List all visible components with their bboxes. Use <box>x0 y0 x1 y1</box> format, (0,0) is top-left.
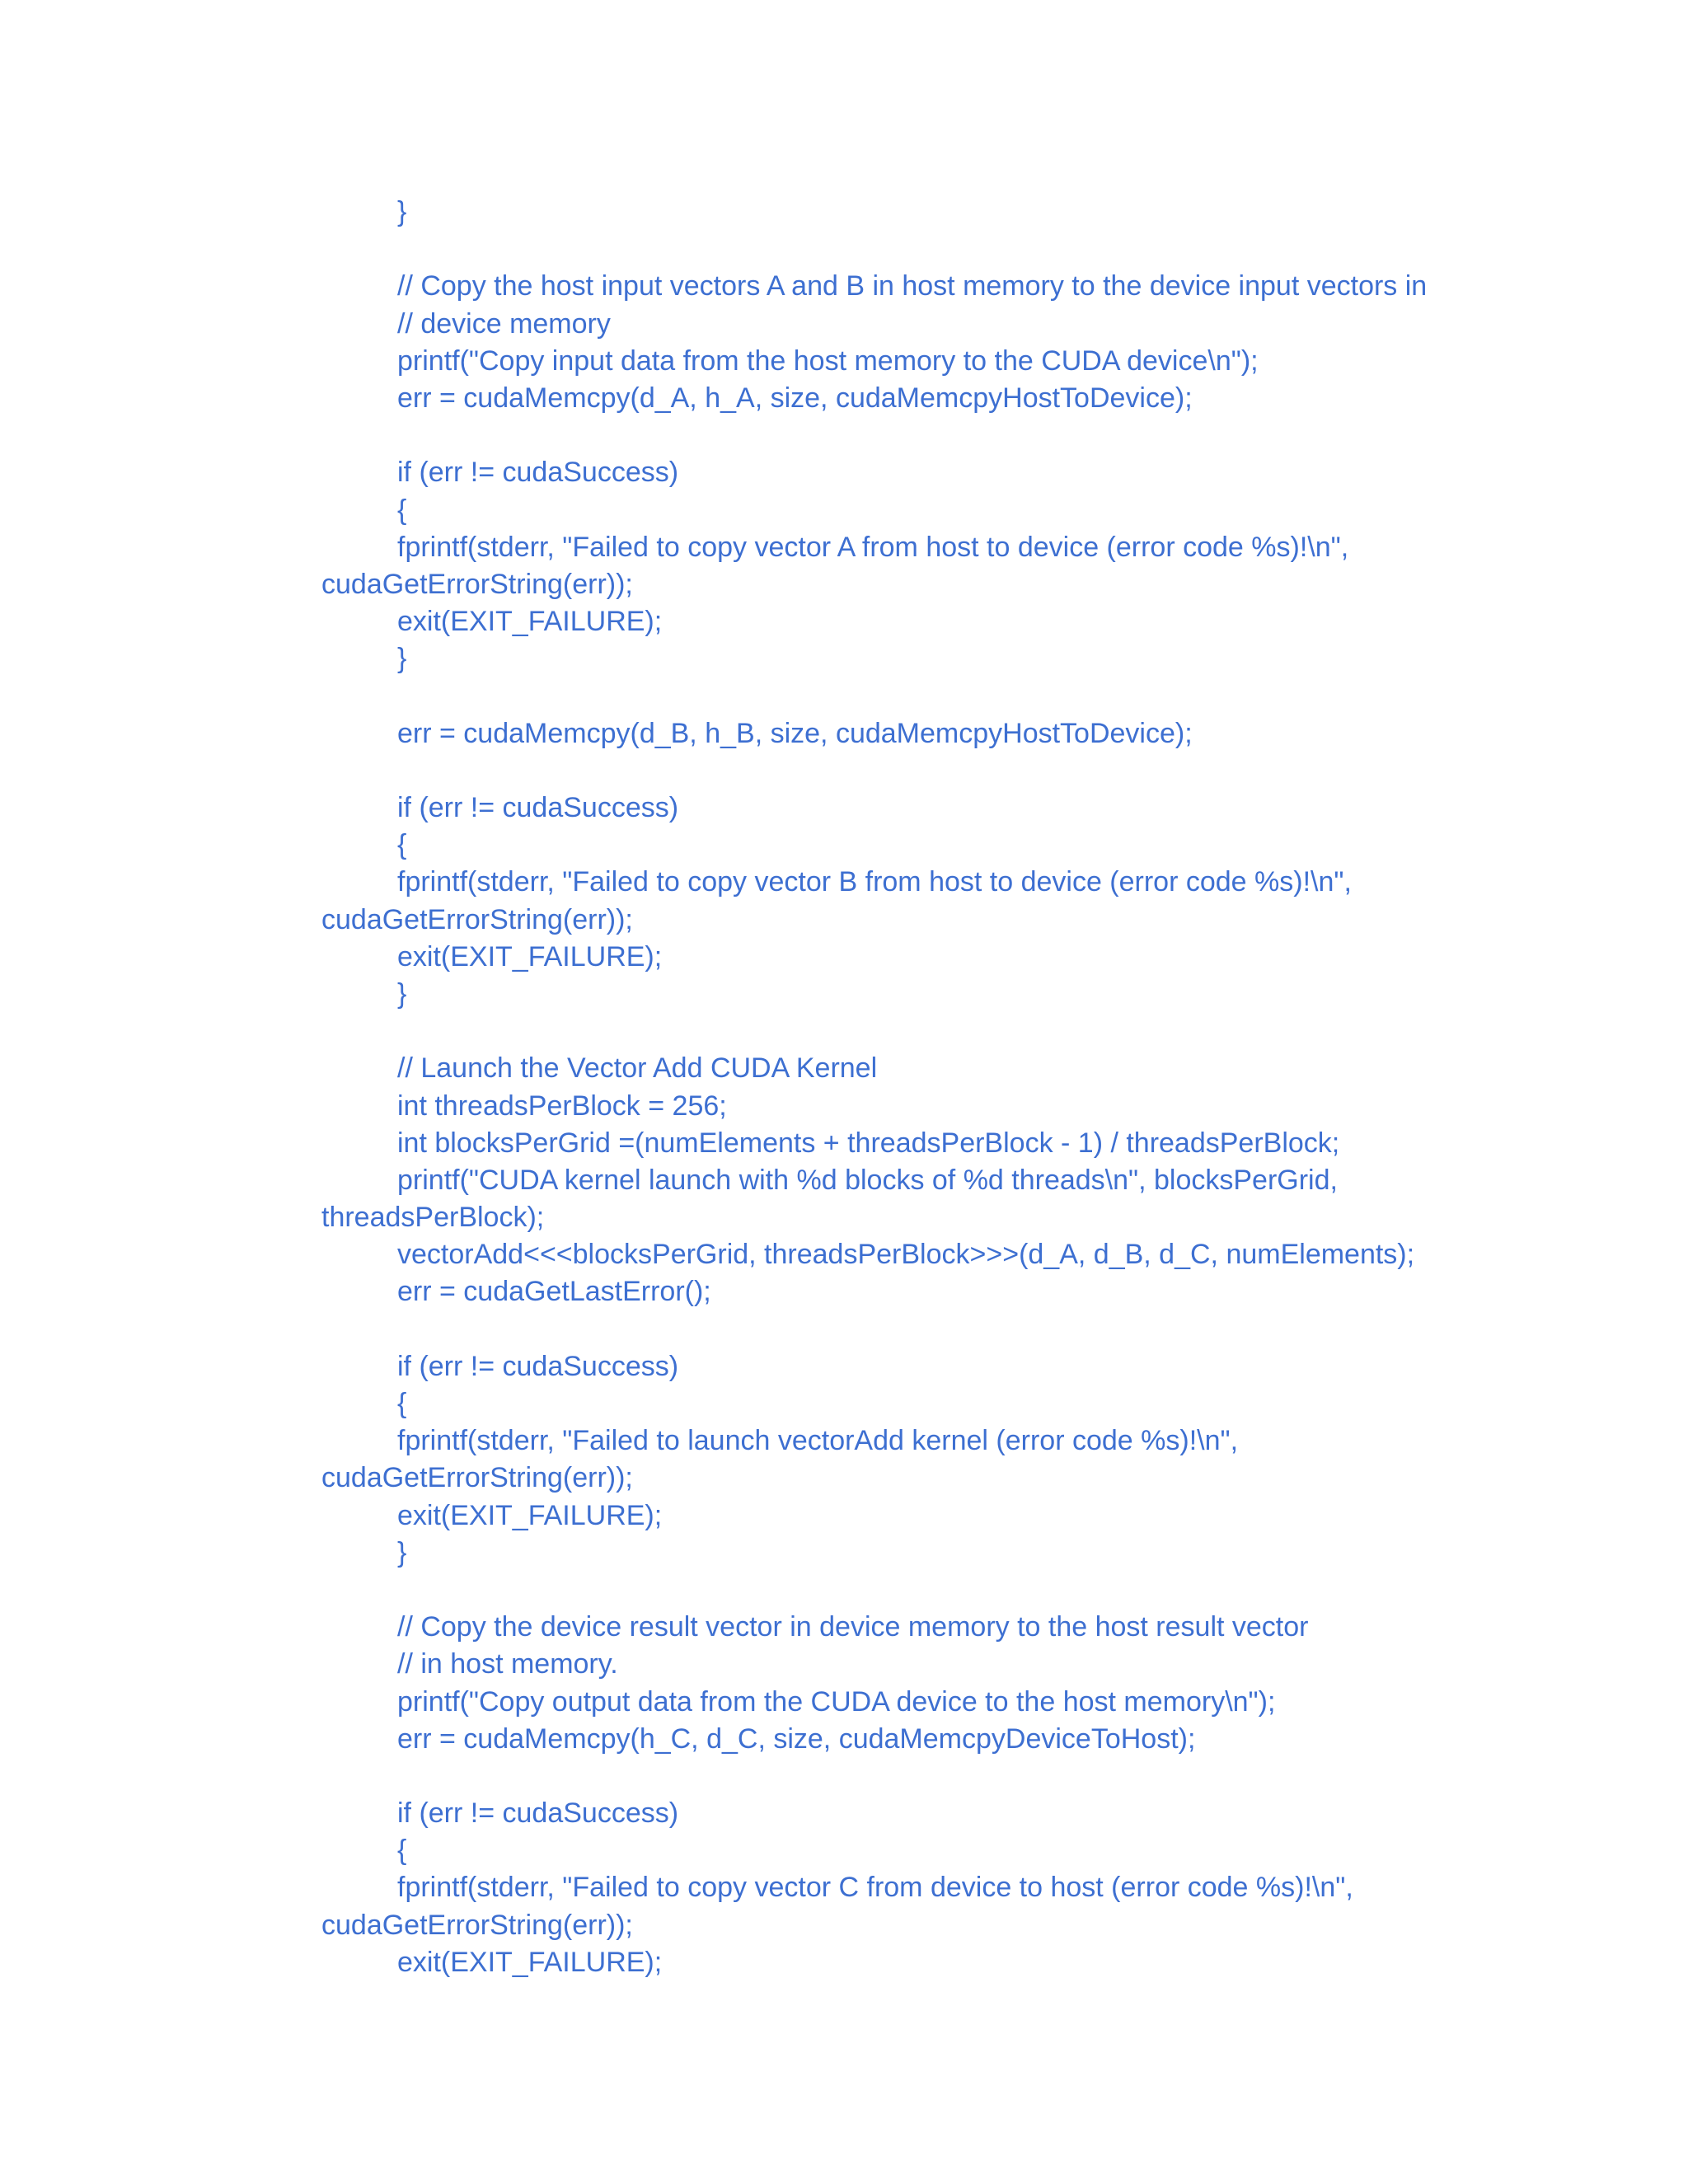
code-line: } <box>397 1536 407 1568</box>
code-line: exit(EXIT_FAILURE); <box>397 940 663 972</box>
code-line: fprintf(stderr, "Failed to copy vector C from device to host (error code %s)!\n", <box>397 1872 1353 1904</box>
code-line: // Launch the Vector Add CUDA Kernel <box>397 1052 878 1085</box>
code-line: printf("Copy input data from the host memory to the CUDA device\n"); <box>397 344 1259 377</box>
blank-line <box>321 231 1475 268</box>
blank-line <box>321 677 1475 715</box>
code-line: // Copy the device result vector in device memory to the host result vector <box>397 1611 1309 1643</box>
code-line: int blocksPerGrid =(numElements + threadsPerBlock - 1) / threadsPerBlock; <box>397 1127 1340 1159</box>
code-line: cudaGetErrorString(err)); <box>321 1462 633 1494</box>
code-line: printf("Copy output data from the CUDA device to the host memory\n"); <box>397 1685 1276 1718</box>
blank-line <box>321 1758 1475 1795</box>
blank-line <box>321 417 1475 454</box>
code-line: } <box>397 977 407 1010</box>
code-line: printf("CUDA kernel launch with %d blocks of %d threads\n", blocksPerGrid, <box>397 1164 1338 1196</box>
code-line: cudaGetErrorString(err)); <box>321 568 633 600</box>
code-line: int threadsPerBlock = 256; <box>397 1090 727 1122</box>
code-line: // in host memory. <box>397 1648 618 1680</box>
code-line: cudaGetErrorString(err)); <box>321 903 633 935</box>
code-line: vectorAdd<<<blocksPerGrid, threadsPerBlock>>>(d_A, d_B, d_C, numElements); <box>397 1239 1415 1271</box>
blank-line <box>321 752 1475 790</box>
code-line: // device memory <box>397 307 611 340</box>
code-line: if (err != cudaSuccess) <box>397 1350 679 1382</box>
code-line: exit(EXIT_FAILURE); <box>397 1499 663 1531</box>
code-line: err = cudaMemcpy(d_A, h_A, size, cudaMemcpyHostToDevice); <box>397 382 1193 414</box>
code-line: { <box>397 1835 407 1867</box>
blank-line <box>321 1311 1475 1348</box>
code-line: err = cudaMemcpy(h_C, d_C, size, cudaMemcpyDeviceToHost); <box>397 1722 1196 1755</box>
code-line: { <box>397 494 407 526</box>
code-line: if (err != cudaSuccess) <box>397 792 679 823</box>
blank-line <box>321 1572 1475 1609</box>
code-listing <box>321 194 1475 1981</box>
code-line: { <box>397 1388 407 1419</box>
code-line: threadsPerBlock); <box>321 1202 545 1234</box>
code-line: { <box>397 829 407 861</box>
code-line: exit(EXIT_FAILURE); <box>397 606 663 638</box>
code-line: cudaGetErrorString(err)); <box>321 1909 633 1941</box>
code-line: if (err != cudaSuccess) <box>397 1797 679 1830</box>
code-line: if (err != cudaSuccess) <box>397 457 679 489</box>
code-line: fprintf(stderr, "Failed to copy vector B from host to device (error code %s)!\n", <box>397 866 1352 898</box>
code-line: fprintf(stderr, "Failed to launch vectorAdd kernel (error code %s)!\n", <box>397 1425 1239 1457</box>
code-line: } <box>397 196 407 227</box>
code-line: err = cudaMemcpy(d_B, h_B, size, cudaMemcpyHostToDevice); <box>397 717 1193 749</box>
code-line: // Copy the host input vectors A and B in host memory to the device input vectors in <box>397 270 1428 302</box>
blank-line <box>321 1013 1475 1050</box>
code-line: err = cudaGetLastError(); <box>397 1276 711 1308</box>
code-line: } <box>397 643 407 675</box>
code-line: exit(EXIT_FAILURE); <box>397 1946 663 1978</box>
code-line: fprintf(stderr, "Failed to copy vector A from host to device (error code %s)!\n", <box>397 531 1349 563</box>
